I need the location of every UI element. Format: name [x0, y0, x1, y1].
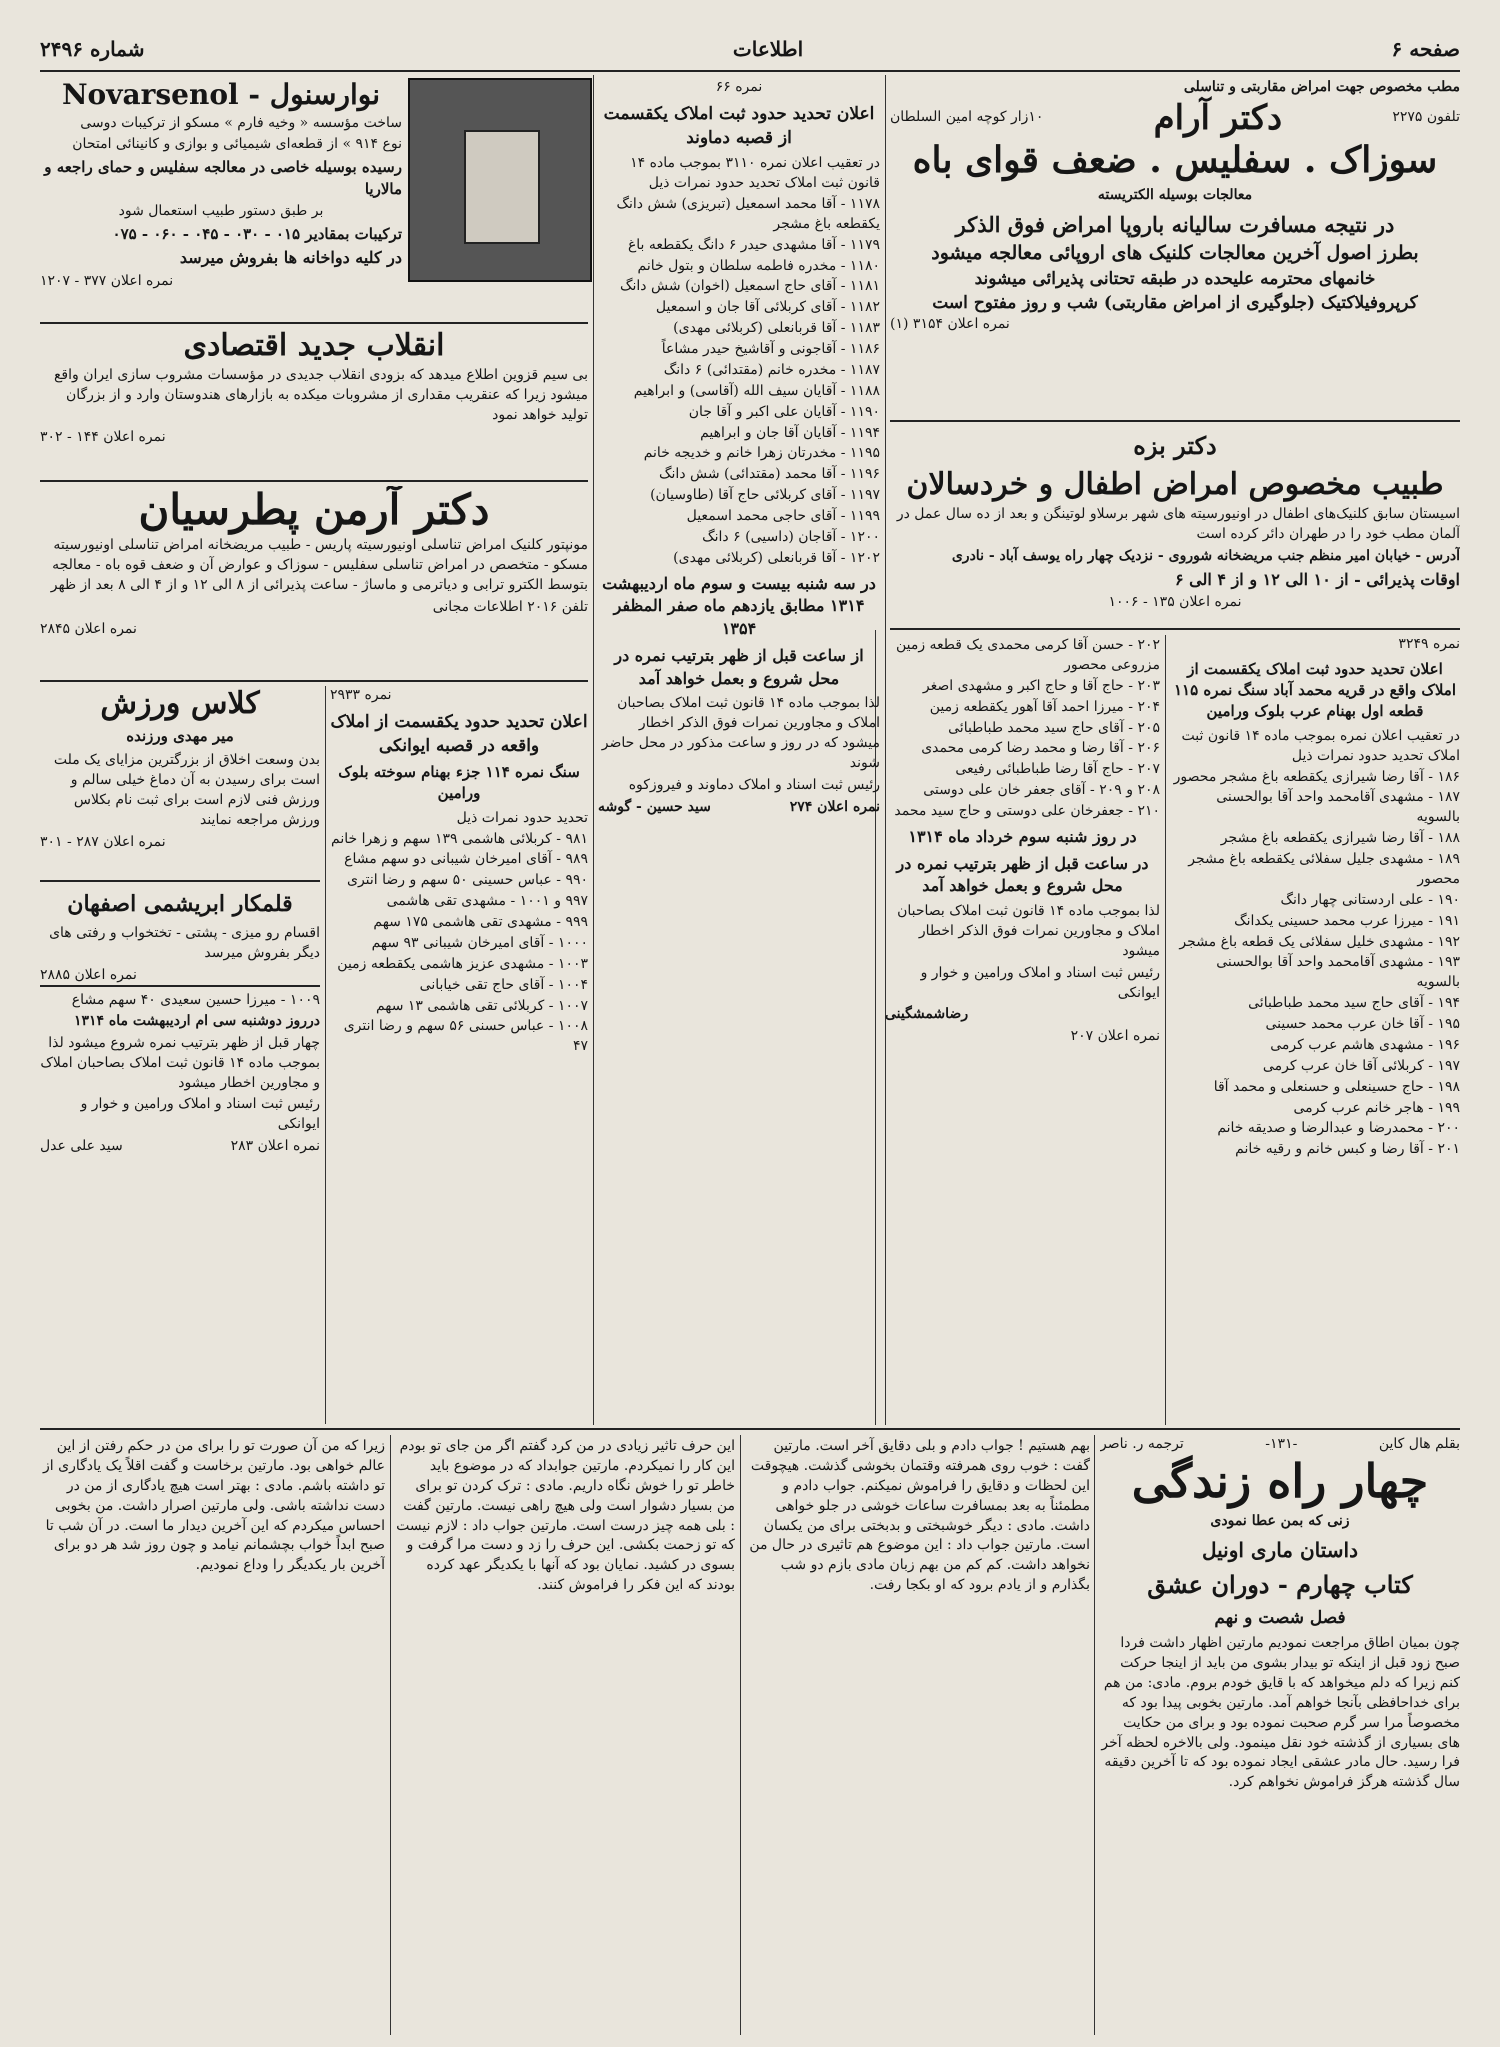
notice-line: در تعقیب اعلان نمره ۳۱۱۰ بموجب ماده ۱۴ قانون ثبت املاک تحدید حدود نمرات ذیل [630, 155, 880, 191]
ad-divider [40, 322, 588, 324]
petrosian-name: دکتر آرمن پطرسیان [138, 486, 490, 534]
notice-line: ۱۲۰۲ - آقا قربانعلی (کربلائی مهدی) [673, 549, 880, 566]
novarsenol-line4: بر طبق دستور طبیب استعمال شود [118, 202, 324, 219]
berzeh-name: دکتر بزه [1133, 431, 1217, 460]
aram-body1: در نتیجه مسافرت سالیانه باروپا امراض فوق الذکر [955, 211, 1395, 237]
varzesh-title: کلاس ورزش [100, 686, 260, 721]
notice-2933-ad-no: نمره اعلان ۲۸۳ [230, 1138, 320, 1155]
varzesh-ad-no: نمره اعلان ۲۸۷ - ۳۰۱ [40, 833, 166, 850]
petrosian-ad-no: نمره اعلان ۲۸۴۵ [40, 620, 137, 637]
notice-3249-continued [885, 635, 1160, 1425]
serial-translator: ترجمه ر. ناصر [1100, 1436, 1184, 1452]
ad-dr-aram [890, 78, 1460, 418]
notice-line: ۱۱۷۸ - آقا محمد اسمعیل (تبریزی) شش دانگ یکقطعه باغ مشجر [616, 195, 880, 232]
notice-2933-no: نمره ۲۹۳۳ [330, 687, 392, 703]
petrosian-phone: تلفن ۲۰۱۶ اطلاعات مجانی [432, 598, 588, 615]
notice-2933 [330, 686, 588, 1424]
column-rule [325, 686, 326, 1424]
berzeh-ad-no: نمره اعلان ۱۳۵ - ۱۰۰۶ [1108, 594, 1242, 611]
notice-line: ۱۱۸۰ - مخدره فاطمه سلطان و بتول خانم [637, 257, 880, 274]
notice-line: ۱۰۰۷ - کربلائی تقی هاشمی ۱۳ سهم [375, 997, 588, 1014]
notice-3249-no: نمره ۳۲۴۹ [1398, 636, 1460, 652]
notice-3249 [1170, 635, 1460, 1425]
notice-66-no: نمره ۶۶ [715, 79, 763, 95]
notice-line: درروز دوشنبه سی ام اردیبهشت ماه ۱۳۱۴ [73, 1012, 320, 1029]
notice-line: ۱۹۱ - میرزا عرب محمد حسینی یکدانگ [1234, 912, 1460, 929]
ad-qalamkar [40, 885, 320, 985]
ad-divider [40, 680, 588, 682]
ad-varzesh [40, 686, 320, 886]
qalamkar-body: اقسام رو میزی - پشتی - تختخواب و رفتی های دیگر بفروش میرسد [49, 925, 320, 962]
notice-line: ۱۹۸ - حاج حسینعلی و حسنعلی و محمد آقا [1213, 1078, 1460, 1095]
notice-2933-closing: چهار قبل از ظهر بترتیب نمره شروع میشود لذا بموجب ماده ۱۴ قانون ثبت املاک بصاحبان املاک و مجاورین اخطار میشود [40, 1034, 320, 1091]
notice-line: تحدید حدود نمرات ذیل [456, 809, 588, 826]
inqilab-ad-no: نمره اعلان ۱۴۴ - ۳۰۲ [40, 428, 166, 445]
notice-line: ۱۱۹۹ - آقای حاجی محمد اسمعیل [686, 508, 880, 524]
aram-headline: سوزاک . سفلیس . ضعف قوای باه [912, 138, 1438, 181]
issue-number: شماره ۲۴۹۶ [40, 37, 145, 61]
notice-line: ۱۹۳ - مشهدی آقامحمد واحد آقا بوالحسنی بالسویه [1216, 954, 1460, 991]
notice-line: ۲۰۱ - آقا رضا و کبس خانم و رقیه خانم [1235, 1141, 1460, 1158]
serial-column-4 [40, 1435, 385, 2035]
qalamkar-title: قلمکار ابریشمی اصفهان [67, 891, 293, 917]
notice-line: ۲۰۴ - میرزا احمد آقا آهور یکقطعه زمین [929, 698, 1160, 715]
notice-3249-closing: لذا بموجب ماده ۱۴ قانون ثبت املاک بصاحبان املاک و مجاورین نمرات فوق الذکر اخطار میشود [897, 903, 1160, 959]
notice-2933-sign: رئیس ثبت اسناد و املاک ورامین و خوار و ایوانکی [80, 1096, 320, 1133]
notice-line: ۲۰۸ و ۲۰۹ - آقای جعفر خان علی دوستی [923, 782, 1160, 799]
notice-line: ۱۰۰۳ - مشهدی عزیز هاشمی یکقطعه زمین [337, 955, 588, 972]
notice-line: ۱۲۰۰ - آقاجان (داسیی) ۶ دانگ [702, 528, 880, 545]
notice-line: ۱۱۸۱ - آقای حاج اسمعیل (اخوان) شش دانگ [619, 278, 880, 295]
notice-line: ۹۹۹ - مشهدی تقی هاشمی ۱۷۵ سهم [373, 914, 588, 931]
notice-line: ۱۸۸ - آقا رضا شیرازی یکقطعه باغ مشجر [1220, 830, 1460, 847]
notice-line: ۱۸۶ - آقا رضا شیرازی یکقطعه باغ مشجر محصور [1173, 768, 1460, 785]
serial-column-2 [745, 1435, 1090, 2035]
aram-name: دکتر آرام [1153, 97, 1283, 138]
novarsenol-line6: در کلیه دواخانه ها بفروش میرسد [179, 248, 402, 268]
serial-chapter: فصل شصت و نهم [1214, 1608, 1346, 1629]
novarsenol-line3: رسیده بوسیله خاصی در معالجه سفلیس و حمای راجعه و مالاریا [44, 158, 402, 198]
novarsenol-line2: نوع ۹۱۴ » از قطعه‌ای شیمیائی و بوازی و کانینائی امتحان [72, 136, 402, 153]
notice-line: ۲۰۰ - محمدرضا و عبدالرضا و صدیقه خانم [1217, 1120, 1460, 1137]
novarsenol-title-fa: نوارسنول - [248, 78, 381, 111]
ad-divider [40, 480, 588, 482]
notice-line: ۱۰۰۰ - آقای امیرخان شیبانی ۹۳ سهم [371, 934, 588, 951]
notice-line: ۱۹۵ - آقا خان عرب محمد حسینی [1265, 1016, 1460, 1033]
column-rule [593, 75, 594, 1425]
serial-col1: چون بمیان اطاق مراجعت نمودیم مارتین اظهار داشت فردا صبح زود قبل از اینکه تو بیدار بشوی من باید از اینجا حرکت کنم زیرا که دلم میخواهد که با قایق خودم بروم. مادی: من هم برای خداحافظی بآنجا خواهم آمد. مارتین بخوبی پیدا بود که مخصوصاً مرا سر گرم صحبت نموده بود و برای من حکایت های بسیاری از گذشته خود نقل مینمود. ولی بالاخره لحظه آخر فرا رسید. حال مادر عشقی ایجاد نموده بود که تا آخرین دقیقه سال گذشته هرگز فراموش نخواهم کرد. [1101, 1635, 1460, 1791]
column-rule [1165, 635, 1166, 1425]
notice-66-sign: رئیس ثبت اسناد و املاک دماوند و فیروزکوه [628, 776, 880, 793]
serial-book: کتاب چهارم - دوران عشق [1147, 1570, 1413, 1600]
notice-line: ۱۱۹۷ - آقای کربلائی حاج آقا (طاوسیان) [650, 487, 880, 504]
notice-line: ۲۰۶ - آقا رضا و محمد رضا کرمی محمدی [921, 740, 1160, 757]
column-rule [740, 1435, 741, 2035]
aram-sub: معالجات بوسیله الکتریسته [1097, 186, 1253, 203]
notice-66-title: اعلان تحدید حدود ثبت املاک یکقسمت از قصبه دماوند [603, 103, 875, 148]
aram-phone: تلفون ۲۲۷۵ [1392, 109, 1460, 126]
notice-line: ۲۰۷ - حاج آقا رضا طباطبائی رفیعی [955, 761, 1160, 778]
aram-body4: کرپروفیلاکتیک (جلوگیری از امراض مقاربتی) شب و روز مفتوح است [932, 292, 1418, 313]
notice-66-closing: لذا بموجب ماده ۱۴ قانون ثبت املاک بصاحبان املاک و مجاورین نمرات فوق الذکر اخطار میشود که در روز و ساعت مذکور در محل حاضر شوند [601, 695, 880, 771]
serial-col4: زیرا که من آن صورت تو را برای من در حکم رفتن از این عالم خواهی بود. مارتین برخاست و گفت اقلاً یک یادگاری از تو داشته باشم. مادی : بهتر است هیچ یادگاری از من در دست نداشته باشی. ولی مارتین اصرار داشت. من بخوبی احساس میکردم که این آخرین دیدار ما است. در آن شب تا صبح ابداً خواب بچشمانم نیامد و چون روز شد هر دو برای آخرین بار یکدیگر را وداع نمودیم. [43, 1438, 385, 1574]
notice-3249-title: اعلان تحدید حدود ثبت املاک یکقسمت از املاک واقع در قریه محمد آباد سنگ نمره ۱۱۵ قطعه اول بهنام عرب بلوک ورامین [1173, 659, 1457, 721]
notice-line: ۱۰۰۹ - میرزا حسین سعیدی ۴۰ سهم مشاع [71, 992, 320, 1008]
ad-divider [40, 985, 320, 987]
notice-line: ۱۱۸۷ - مخدره خانم (مقتدائی) ۶ دانگ [663, 361, 880, 378]
ad-divider [40, 880, 320, 882]
notice-line: ۱۱۷۹ - آقا مشهدی حیدر ۶ دانگ یکقطعه باغ [627, 236, 880, 253]
notice-line: ۱۰۰۸ - عباس حسنی ۵۶ سهم و رضا انتری ۴۷ [343, 1018, 588, 1055]
aram-ad-no: نمره اعلان ۳۱۵۴ (۱) [890, 315, 1010, 332]
notice-line: ۱۱۹۴ - آقایان آقا جان و ابراهیم [700, 424, 880, 441]
aram-top-line: مطب مخصوص جهت امراض مقاربتی و تناسلی [1183, 79, 1460, 95]
notice-66 [598, 78, 880, 1423]
notice-line: ۱۹۲ - مشهدی خلیل سفلائی یک قطعه باغ مشجر [1179, 933, 1460, 950]
ad-dr-berzeh [890, 425, 1460, 625]
notice-line: ۲۱۰ - جعفرخان علی دوستی و حاج سید محمد [894, 803, 1160, 819]
berzeh-headline: طبیب مخصوص امراض اطفال و خردسالان [906, 467, 1444, 503]
inqilab-body: بی سیم قزوین اطلاع میدهد که بزودی انقلاب جدیدی در مؤسسات مشروب سازی ایران واقع میشود زیرا که عنقریب مقداری از مشروبات میکده به بازارهای هندوستان وارد و از بزرگان تولید خواهد نمود [53, 367, 588, 423]
serial-header [1100, 1435, 1460, 2035]
notice-line: ۹۸۱ - کربلائی هاشمی ۱۳۹ سهم و زهرا خانم [331, 830, 588, 847]
inqilab-title: انقلاب جدید اقتصادی [183, 328, 445, 363]
notice-line: ۲۰۳ - حاج آقا و حاج اکبر و مشهدی اصغر [922, 677, 1160, 694]
column-rule [1094, 1435, 1095, 2035]
notice-line: ۱۹۹ - هاجر خانم عرب کرمی [1293, 1099, 1460, 1116]
notice-2933-signature: سید علی عدل [40, 1138, 123, 1155]
notice-line: ۲۰۲ - حسن آقا کرمی محمدی یک قطعه زمین مزروعی محصور [895, 637, 1160, 673]
notice-2933-subtitle: سنگ نمره ۱۱۴ جزء بهنام سوخته بلوک ورامین [338, 763, 580, 803]
berzeh-address: آدرس - خیابان امیر منظم جنب مریضخانه شوروی - نزدیک چهار راه یوسف آباد - نادری [951, 547, 1460, 564]
ad-inqilab [40, 328, 588, 478]
notice-line: ۱۸۹ - مشهدی جلیل سفلائی یکقطعه باغ مشجر محصور [1188, 851, 1460, 887]
notice-3249-lines [1170, 727, 1460, 1160]
notice-3249-signature: رضاشمشگینی [885, 1006, 969, 1023]
ad-divider [890, 420, 1460, 422]
novarsenol-box-image [408, 78, 592, 282]
serial-col2: بهم هستیم ! جواب دادم و بلی دقایق آخر است. مارتین گفت : خوب روی همرفته وقتمان بخوشی گذشت. هیچوقت این لحظات و دقایق را فراموش نمیکنم. جواب دادم و مطمئناً به بعد بمسافرت ساعات خوشی در جلو خواهی داشت. مادی : دیگر خوشبختی و بدبختی برای من یکسان است. مارتین جواب داد : این موضوع هم تاثیری در حال من نخواهد داشت. کم کم من بهم زبان مادی بازم دو شب بگذارم و از یادم برود که او بکجا رفت. [749, 1438, 1090, 1594]
novarsenol-ad-no: نمره اعلان ۳۷۷ - ۱۲۰۷ [40, 272, 174, 289]
notice-line: ۱۹۴ - آقای حاج سید محمد طباطبائی [1248, 995, 1460, 1012]
section-rule [40, 1428, 1460, 1430]
notice-line: ۱۹۰ - علی اردستانی چهار دانگ [1280, 891, 1460, 908]
notice-3249-sign: رئیس ثبت اسناد و املاک ورامین و خوار و ایوانکی [920, 964, 1160, 1001]
serial-byline: بقلم هال کاین [1378, 1436, 1460, 1452]
notice-3249-date: در روز شنبه سوم خرداد ماه ۱۳۱۴ [908, 826, 1137, 846]
serial-number: -۱۳۱- [1265, 1436, 1298, 1452]
notice-line: ۱۱۹۰ - آقایان علی اکبر و آقا جان [688, 403, 880, 420]
notice-3249-time: در ساعت قبل از ظهر بترتیب نمره در محل شروع و بعمل خواهد آمد [896, 853, 1149, 896]
page-label: صفحه ۶ [1391, 37, 1460, 61]
serial-sub1: زنی که بمن عطا نمودی [1210, 1512, 1350, 1529]
column-rule [390, 1435, 391, 2035]
notice-line: ۹۹۰ - عباس حسینی ۵۰ سهم و رضا انتری [346, 872, 588, 889]
notice-line: ۱۸۷ - مشهدی آقامحمد واحد آقا بوالحسنی بالسویه [1216, 789, 1460, 826]
notice-line: ۱۰۰۴ - آقای حاج تقی خیابانی [419, 976, 588, 993]
petrosian-body: مونپتور کلنیک امراض تناسلی اونیورسیته پاریس - طبیب مریضخانه امراض تناسلی اونیورسیته مسکو - متخصص در امراض تناسلی سفلیس - سوزاک و عوارض آن و ضعف قوه باه - معالجه بتوسط الکترو ترابی و دیاترمی و ماساژ - ساعت پذیرائی از ۸ الی ۱۲ و از ۴ الی ۸ بعد از ظهر [50, 537, 588, 594]
notice-66-date: در سه شنبه بیست و سوم ماه اردیبهشت ۱۳۱۴ مطابق یازدهم ماه صفر المظفر ۱۳۵۴ [602, 573, 876, 639]
notice-2933-continued [40, 990, 320, 1422]
serial-sub2: داستان ماری اونیل [1201, 1537, 1359, 1562]
serial-title: چهار راه زندگی [1131, 1453, 1429, 1508]
novarsenol-title-en: Novarsenol [61, 78, 239, 111]
ad-novarsenol [40, 78, 402, 318]
serial-column-3 [395, 1435, 735, 2035]
notice-line: ۹۹۷ و ۱۰۰۱ - مشهدی تقی هاشمی [386, 893, 588, 910]
aram-address: ۱۰زار کوچه امین السلطان [890, 109, 1044, 126]
notice-3249-ad-no: نمره اعلان ۲۰۷ [1070, 1028, 1160, 1045]
notice-line: ۱۱۹۶ - آقا محمد (مقتدائی) شش دانگ [659, 466, 880, 483]
notice-line: در تعقیب اعلان نمره بموجب ماده ۱۴ قانون ثبت املاک تحدید حدود نمرات ذیل [1181, 727, 1460, 764]
novarsenol-line1: ساخت مؤسسه « وخیه فارم » مسکو از ترکیبات دوسی [80, 114, 402, 131]
notice-line: ۱۱۸۶ - آقاجونی و آقاشیخ حیدر مشاعاً [661, 341, 880, 357]
berzeh-body: اسیستان سابق کلنیک‌های اطفال در اونیورسیته های شهر برسلاو لوتینگن و بعد از ده سال عمل در آلمان مطب خود را در طهران دائر کرده است [896, 506, 1460, 542]
notice-line: ۱۱۸۸ - آقایان سیف الله (آقاسی) و ابراهیم [633, 382, 880, 399]
ad-petrosian [40, 486, 588, 678]
masthead [40, 28, 1460, 72]
serial-col3: این حرف تاثیر زیادی در من کرد گفتم اگر من جای تو بودم این کار را نمیکردم. مارتین جوابداد که در موضوع باید خاطر تو را خوش نگاه داریم. مادی : ترک کردن تو برای من بسیار دشوار است ولی هیچ راهی نیست. مارتین گفت : بلی همه چیز درست است. مارتین جواب داد : لازم نیست که تو زحمت بکشی. این حرف را زد و دست مرا گرفت و بسوی در کشید. نمایان بود که آنها با یکدیگر عهد کرده بودند که این فکر را فراموش کنند. [396, 1438, 735, 1594]
paper-name: اطلاعات [732, 37, 804, 61]
varzesh-sub: میر مهدی ورزنده [126, 727, 234, 745]
novarsenol-line5: ترکیبات بمقادیر ۰۱۵ - ۰۳۰ - ۰۴۵ - ۰۶۰ - ۰۷۵ [112, 224, 402, 243]
aram-body2: بطرز اصول آخرین معالجات کلنیک های اروپائی معالجه میشود [931, 241, 1419, 264]
notice-66-signature: سید حسین - گوشه [598, 798, 711, 815]
notice-line: ۱۹۶ - مشهدی هاشم عرب کرمی [1270, 1036, 1460, 1053]
ad-divider [890, 628, 1460, 630]
berzeh-hours: اوقات پذیرائی - از ۱۰ الی ۱۲ و از ۴ الی ۶ [1175, 569, 1460, 589]
notice-line: ۲۰۵ - آقای حاج سید محمد طباطبائی [948, 719, 1160, 736]
aram-body3: خانمهای محترمه علیحده در طبقه تحتانی پذیرائی میشوند [974, 268, 1376, 289]
qalamkar-ad-no: نمره اعلان ۲۸۸۵ [40, 966, 137, 983]
varzesh-body: بدن وسعت اخلاق از بزرگترین مزایای یک ملت است برای رسیدن به آن دماغ خیلی سالم و ورزش فنی لازم است برای ثبت نام بکلاس ورزش مراجعه نمایند [53, 752, 320, 828]
notice-line: ۱۱۸۳ - آقا قربانعلی (کربلائی مهدی) [673, 320, 880, 337]
notice-66-time: از ساعت قبل از ظهر بترتیب نمره در محل شروع و بعمل خواهد آمد [614, 645, 864, 688]
notice-line: ۱۱۸۲ - آقای کربلائی آقا جان و اسمعیل [655, 299, 880, 316]
notice-66-ad-no: نمره اعلان ۲۷۴ [789, 798, 880, 815]
notice-line: ۹۸۹ - آقای امیرخان شیبانی دو سهم مشاع [344, 851, 588, 868]
notice-2933-title: اعلان تحدید حدود یکقسمت از املاک واقعه در قصبه ایوانکی [330, 711, 588, 756]
notice-line: ۱۱۹۵ - مخدرتان زهرا خانم و خدیجه خانم [643, 445, 880, 462]
notice-line: ۱۹۷ - کربلائی آقا خان عرب کرمی [1262, 1057, 1460, 1074]
